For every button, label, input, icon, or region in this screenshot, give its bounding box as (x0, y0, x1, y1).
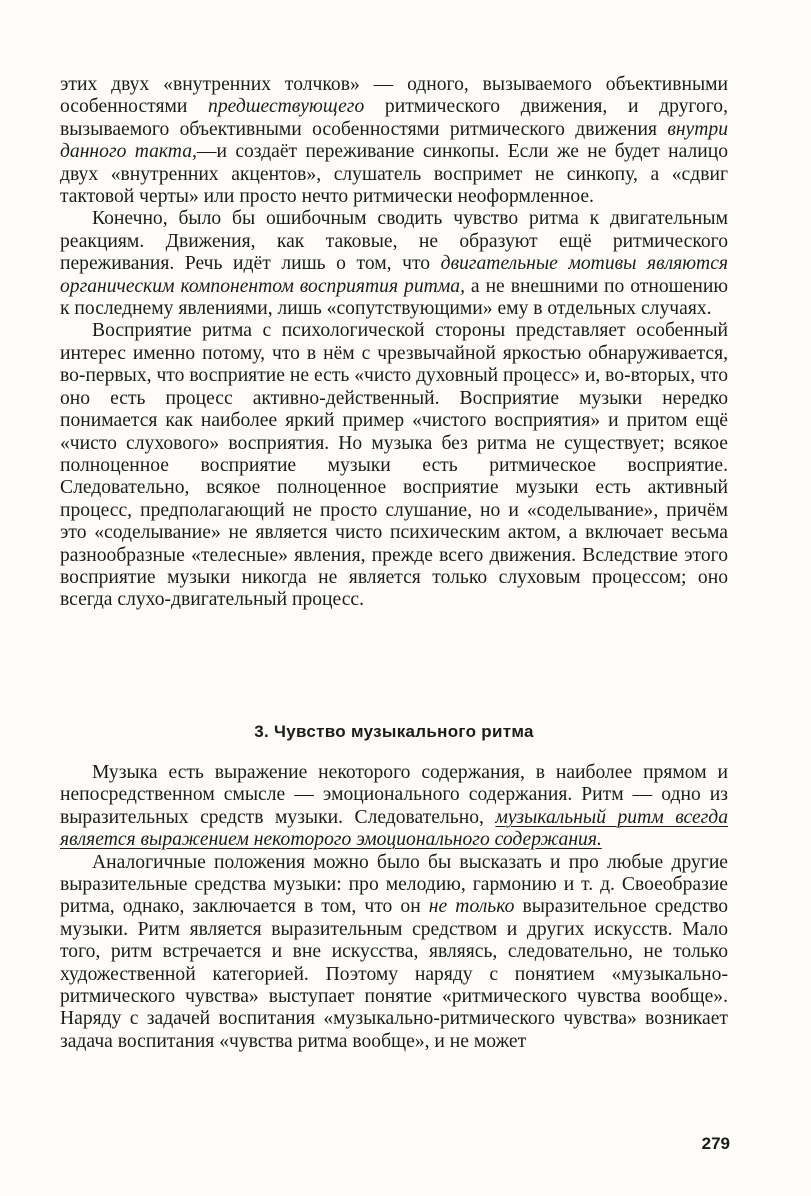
text-span: этих двух «внутренних толчков» — одного, вызываемого объективными особенностями (60, 74, 728, 118)
paragraph-5 (60, 852, 728, 1054)
emphasis-span: не только (428, 896, 515, 918)
paragraph-4 (60, 762, 728, 852)
underlined-emphasis-span: музыкальный ритм всегда является выражением некоторого эмоционального содержания. (60, 806, 729, 851)
body-text-top (60, 74, 728, 612)
paragraph-3 (60, 320, 728, 611)
text-span: выразительное средство музыки. Ритм является выразительным средством и других искусств. Мало того, ритм встречается и вне искусства, являясь, следовательно, не только художественной категорией. Поэтому наряду с понятием «музыкально-ритмического чувства» выступает понятие «ритмического чувства вообще». Наряду с задачей воспитания «музыкально-ритмического чувства» возникает задача воспитания «чувства ритма вообще», и не может (60, 896, 729, 1052)
text-span: ритмического движения, и другого, вызываемого объективными особенностями ритмического движения (60, 96, 728, 140)
paragraph-1 (60, 74, 728, 208)
paragraph-2 (60, 208, 728, 320)
emphasis-span: двигательные мотивы являются органическим компонентом восприятия ритма, (60, 253, 729, 297)
emphasis-span: предшествующего (208, 96, 365, 118)
section-heading: 3. Чувство музыкального ритма (254, 722, 534, 741)
emphasis-span: внутри данного такта, (60, 118, 728, 163)
text-span: а не внешними по отношению к последнему явлениями, лишь «сопутствующими» ему в отдельных случаях. (60, 275, 729, 320)
page-number: 279 (701, 1134, 730, 1153)
text-span: Музыка есть выражение некоторого содержания, в наиболее прямом и непосредственном смысле — эмоционального содержания. Ритм — одно из выразительных средств музыки. Следовательно, (60, 762, 728, 828)
body-text-section (60, 762, 728, 1053)
text-span: Конечно, было бы ошибочным сводить чувство ритма к двигательным реакциям. Движения, как таковые, не образуют ещё ритмического переживания. Речь идёт лишь о том, что (60, 208, 728, 275)
text-span: —и создаёт переживание синкопы. Если же не будет налицо двух «внутренних акцентов», слушатель воспримет не синкопу, а «сдвиг тактовой черты» или просто нечто ритмически неоформленное. (60, 141, 729, 208)
text-span: Восприятие ритма с психологической стороны представляет особенный интерес именно потому, что в нём с чрезвычайной яркостью обнаруживается, во-первых, что восприятие не есть «чисто духовный процесс» и, во-вторых, что оно есть процесс активно-действенный. Восприятие музыки нередко понимается как наиболее яркий пример «чистого восприятия» и притом ещё «чисто слухового» восприятия. Но музыка без ритма не существует; всякое полноценное восприятие музыки есть ритмическое восприятие. Следовательно, всякое полноценное восприятие музыки есть активный процесс, предполагающий не просто слушание, но и «соделывание», причём это «соделывание» не является чисто психическим актом, а включает весьма разнообразные «телесные» явления, прежде всего движения. Вследствие этого восприятие музыки никогда не является только слуховым процессом; оно всегда слухо-двигательный процесс. (60, 320, 728, 611)
text-span: Аналогичные положения можно было бы высказать и про любые другие выразительные средства музыки: про мелодию, гармонию и т. д. Своеобразие ритма, однако, заключается в том, что он (60, 851, 728, 918)
